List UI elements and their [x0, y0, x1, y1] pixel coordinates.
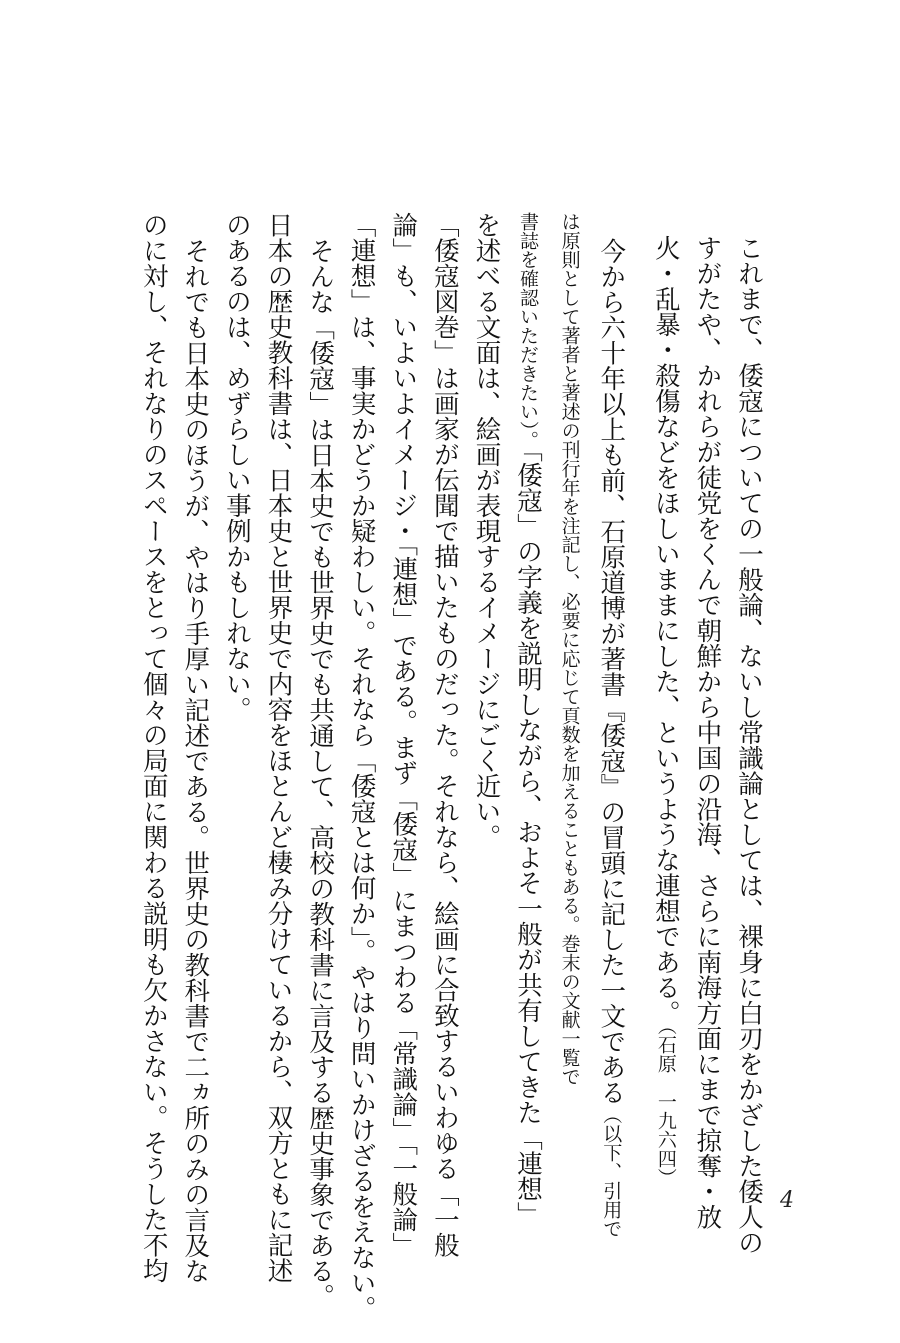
body-line-small: は原則として著者と著述の刊行年を注記し、必要に応じて頁数を加えることもある。巻末の文献一覧で — [558, 212, 581, 1086]
quote-line — [644, 235, 686, 1187]
body-line: のあるのは、めずらしい事例かもしれない。 — [221, 212, 252, 722]
body-text: 「倭寇」の字義を説明しながら、およそ一般が共有してきた「連想」 — [513, 449, 544, 1228]
quote-text: 火・乱暴・殺傷などをほしいままにした、というような連想である。 — [650, 235, 681, 1026]
paragraph-spacer — [631, 212, 644, 1112]
body-line: 論」も、いよいよイメージ・「連想」である。まず「倭寇」にまつわる「常識論」「一般論」 — [388, 212, 419, 1258]
quote-line: すがたや、かれらが徒党をくんで朝鮮から中国の沿海、さらに南海方面にまで掠奪・放 — [692, 235, 723, 1230]
quote-citation: （石原 一九六四） — [654, 1025, 677, 1187]
vertical-text-block — [132, 212, 769, 1322]
body-line: を述べる文面は、絵画が表現するイメージにごく近い。 — [471, 212, 502, 850]
body-line: のに対し、それなりのスペースをとって個々の局面に関わる説明も欠かさない。そうした不均 — [138, 212, 169, 1283]
body-text: 今から六十年以上も前、石原道博が著書『倭寇』の冒頭に記した一文である — [596, 237, 627, 1105]
body-text-small: 書誌を確認いただきたい）。 — [517, 212, 540, 450]
quote-line: これまで、倭寇についての一般論、ないし常識論としては、裸身に白刃をかざした倭人の — [734, 235, 764, 1255]
body-line: そんな「倭寇」は日本史でも世界史でも共通して、高校の教科書に言及する歴史事象である。 — [305, 237, 336, 1309]
body-text-small: （以下、引用で — [600, 1104, 623, 1238]
body-line: 日本の歴史教科書は、日本史と世界史で内容をほとんど棲み分けているから、双方ともに記述 — [263, 212, 294, 1283]
body-line — [590, 212, 632, 1238]
body-line: それでも日本史のほうが、やはり手厚い記述である。世界史の教科書で二ヵ所のみの言及な — [180, 237, 211, 1283]
page-number: 4 — [780, 1188, 794, 1213]
body-line — [506, 212, 548, 1228]
body-line: 「連想」は、事実かどうか疑わしい。それなら「倭寇とは何か」。やはり問いかけざるをえない。 — [346, 212, 377, 1322]
body-line: 「倭寇図巻」は画家が伝聞で描いたものだった。それなら、絵画に合致するいわゆる「一般 — [429, 212, 460, 1258]
